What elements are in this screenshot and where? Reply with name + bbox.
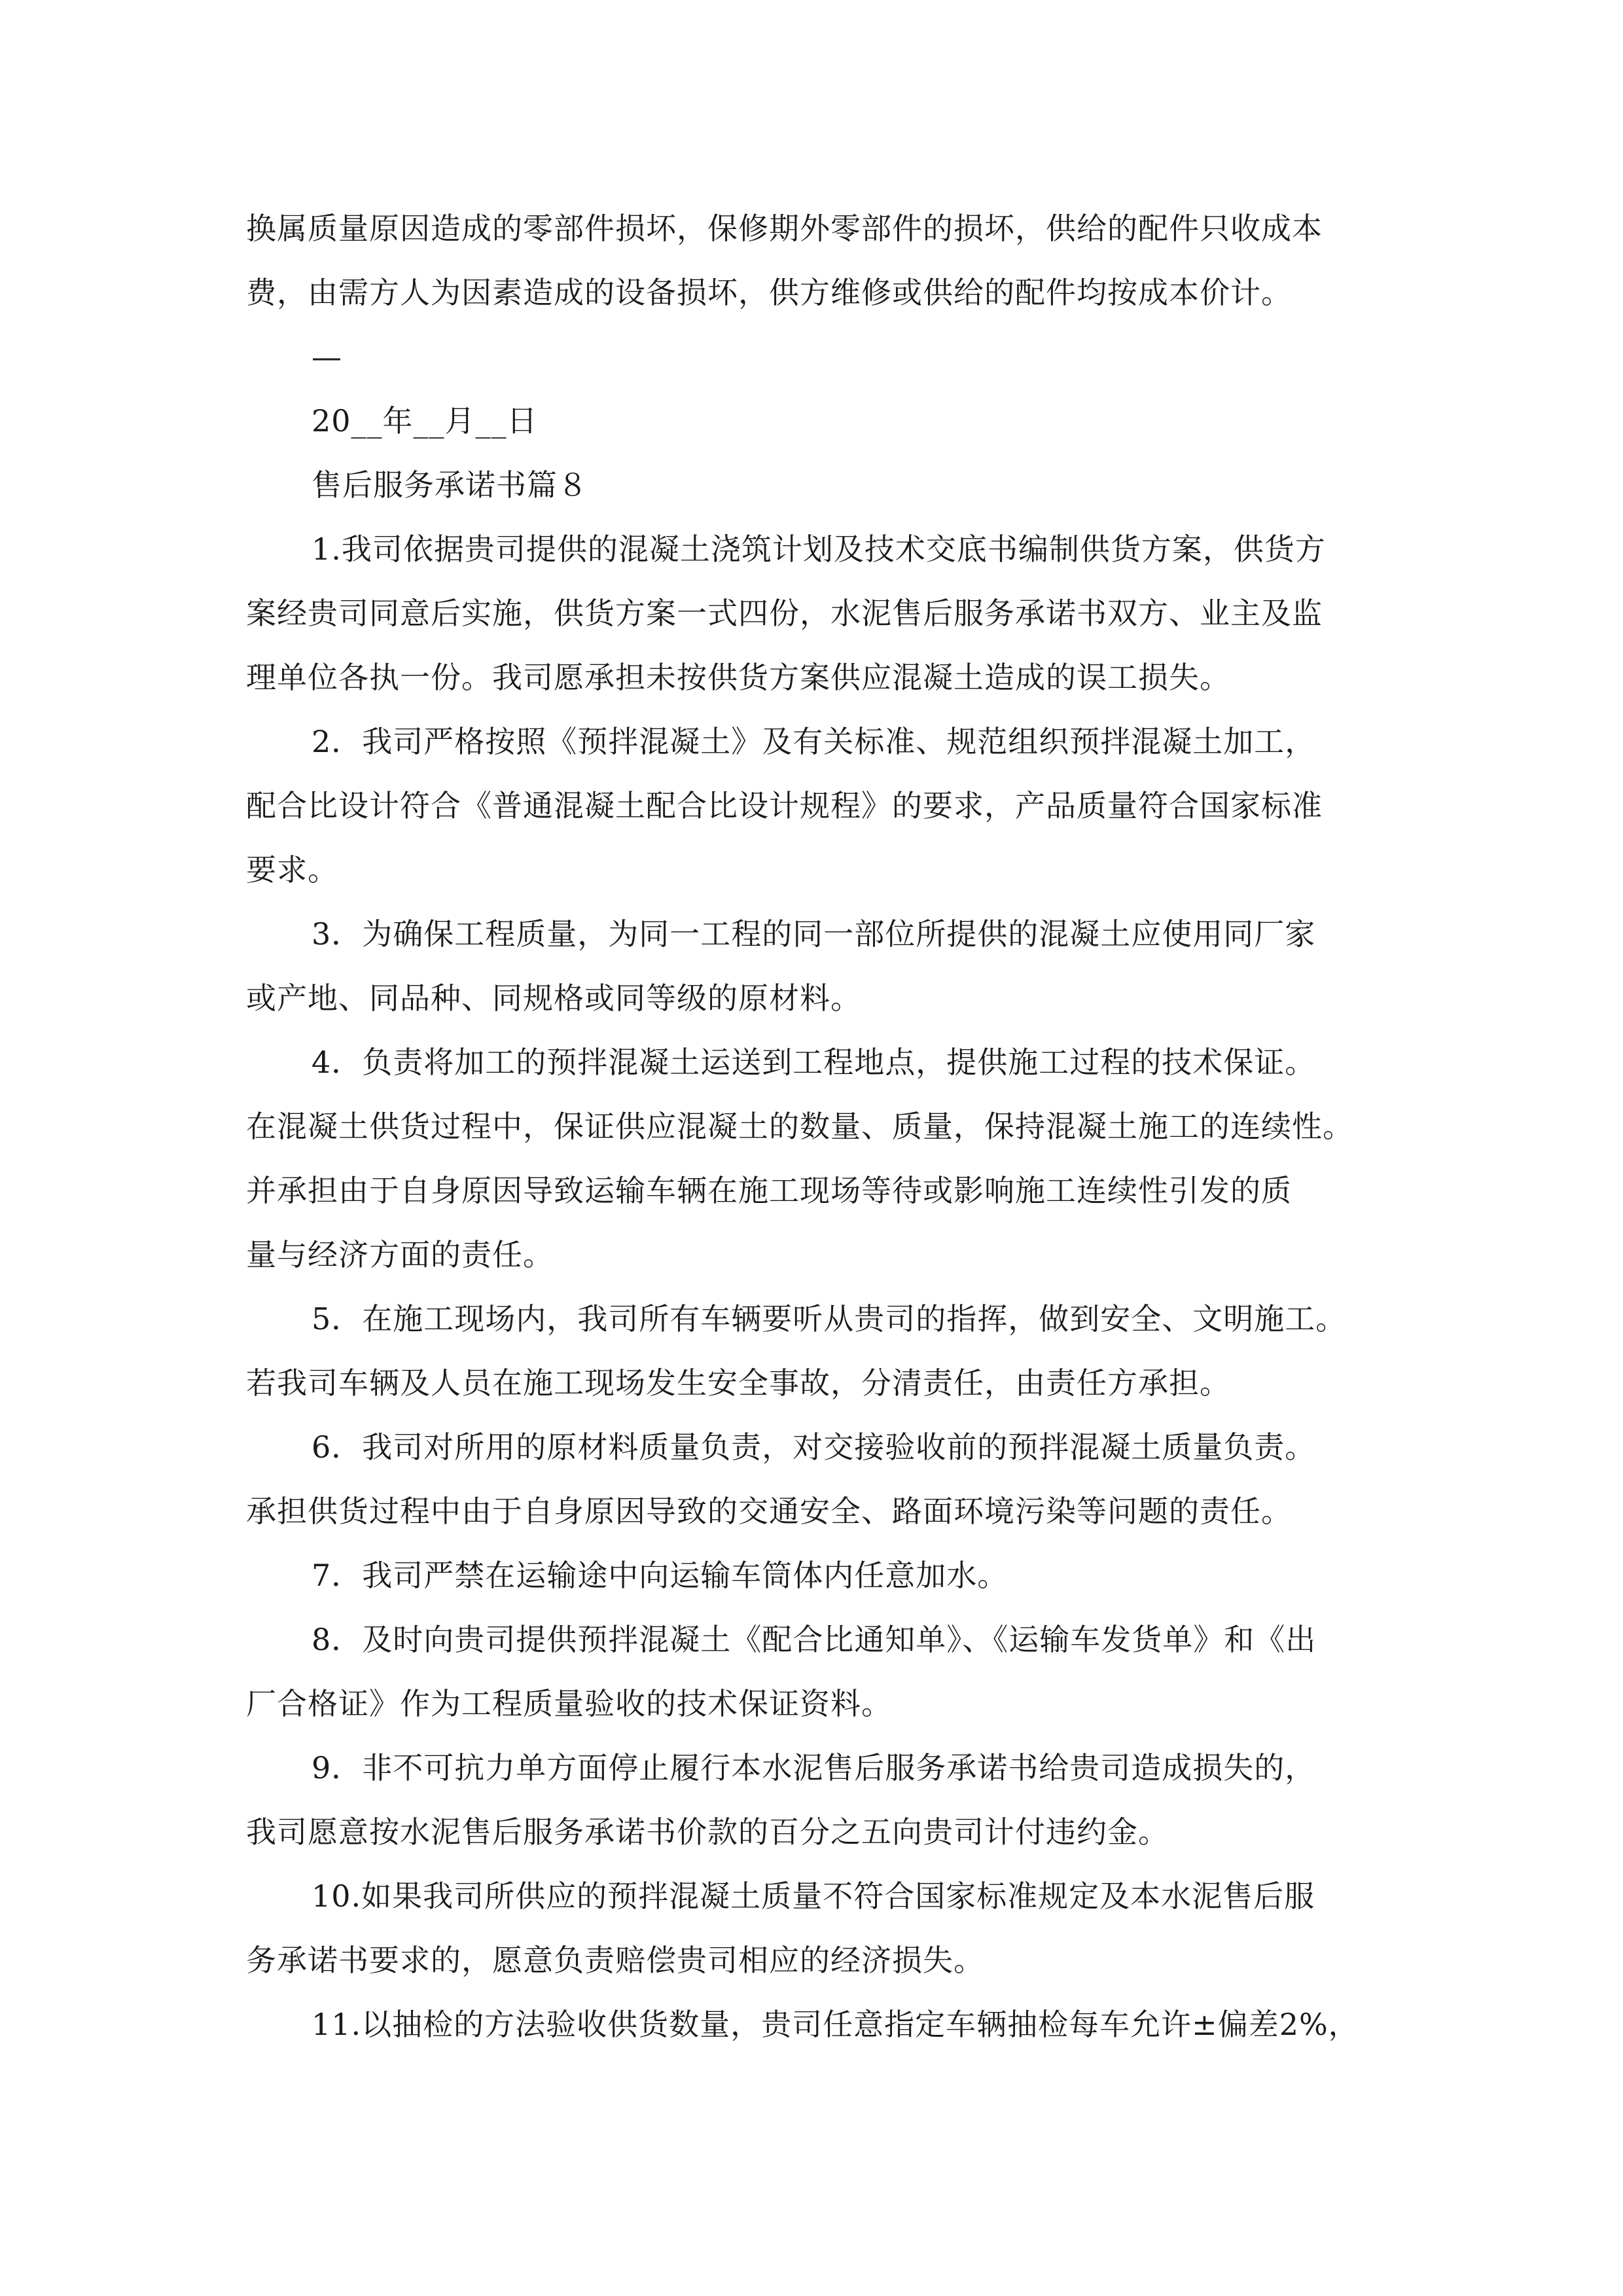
item-3-line-1: 3．为确保工程质量，为同一工程的同一部位所提供的混凝土应使用同厂家 bbox=[312, 916, 1316, 952]
text-line: 费，由需方人为因素造成的设备损坏，供方维修或供给的配件均按成本价计。 bbox=[246, 275, 1292, 310]
item-1-line-1: 1.我司依据贵司提供的混凝土浇筑计划及技术交底书编制供货方案，供货方 bbox=[312, 531, 1326, 567]
item-6-line-2: 承担供货过程中由于自身原因导致的交通安全、路面环境污染等问题的责任。 bbox=[246, 1494, 1292, 1529]
item-9-line-1: 9．非不可抗力单方面停止履行本水泥售后服务承诺书给贵司造成损失的， bbox=[312, 1750, 1316, 1785]
item-7-line-1: 7．我司严禁在运输途中向运输车筒体内任意加水。 bbox=[312, 1558, 1008, 1593]
section-title: 售后服务承诺书篇８ bbox=[312, 467, 588, 503]
item-11-line-1: 11.以抽检的方法验收供货数量，贵司任意指定车辆抽检每车允许±偏差2%， bbox=[312, 2007, 1359, 2042]
item-4-line-1: 4．负责将加工的预拌混凝土运送到工程地点，提供施工过程的技术保证。 bbox=[312, 1045, 1316, 1080]
item-5-line-1: 5．在施工现场内，我司所有车辆要听从贵司的指挥，做到安全、文明施工。 bbox=[312, 1301, 1347, 1336]
item-4-line-4: 量与经济方面的责任。 bbox=[246, 1237, 554, 1272]
item-4-line-2: 在混凝土供货过程中，保证供应混凝土的数量、质量，保持混凝土施工的连续性。 bbox=[246, 1109, 1353, 1144]
item-2-line-3: 要求。 bbox=[246, 852, 338, 888]
signature-dash: — bbox=[312, 339, 342, 374]
text-line: 换属质量原因造成的零部件损坏，保修期外零部件的损坏，供给的配件只收成本 bbox=[246, 211, 1323, 246]
item-2-line-2: 配合比设计符合《普通混凝土配合比设计规程》的要求，产品质量符合国家标准 bbox=[246, 788, 1323, 823]
item-4-line-3: 并承担由于自身原因导致运输车辆在施工现场等待或影响施工连续性引发的质 bbox=[246, 1173, 1292, 1208]
item-9-line-2: 我司愿意按水泥售后服务承诺书价款的百分之五向贵司计付违约金。 bbox=[246, 1814, 1169, 1850]
item-3-line-2: 或产地、同品种、同规格或同等级的原材料。 bbox=[246, 980, 861, 1016]
item-8-line-1: 8．及时向贵司提供预拌混凝土《配合比通知单》、《运输车发货单》和《出 bbox=[312, 1622, 1317, 1657]
item-10-line-1: 10.如果我司所供应的预拌混凝土质量不符合国家标准规定及本水泥售后服 bbox=[312, 1878, 1315, 1914]
item-1-line-3: 理单位各执一份。我司愿承担未按供货方案供应混凝土造成的误工损失。 bbox=[246, 660, 1230, 695]
document-body bbox=[246, 196, 1378, 2056]
item-10-line-2: 务承诺书要求的，愿意负责赔偿贵司相应的经济损失。 bbox=[246, 1943, 984, 1978]
item-5-line-2: 若我司车辆及人员在施工现场发生安全事故，分清责任，由责任方承担。 bbox=[246, 1365, 1230, 1401]
item-6-line-1: 6．我司对所用的原材料质量负责，对交接验收前的预拌混凝土质量负责。 bbox=[312, 1429, 1316, 1465]
date-line: 20__年__月__日 bbox=[312, 403, 538, 439]
item-2-line-1: 2．我司严格按照《预拌混凝土》及有关标准、规范组织预拌混凝土加工， bbox=[312, 724, 1316, 759]
item-8-line-2: 厂合格证》作为工程质量验收的技术保证资料。 bbox=[246, 1686, 892, 1721]
item-1-line-2: 案经贵司同意后实施，供货方案一式四份，水泥售后服务承诺书双方、业主及监 bbox=[246, 596, 1323, 631]
